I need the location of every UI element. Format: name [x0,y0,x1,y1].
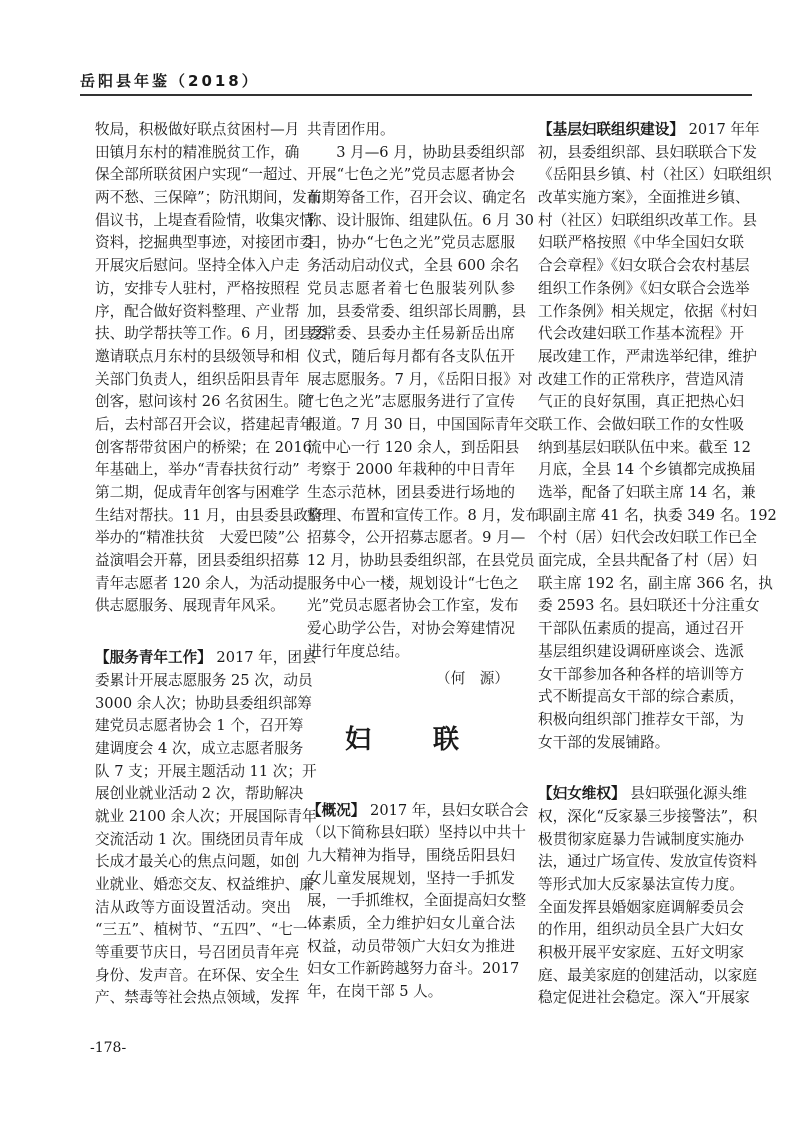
line-text: 扶、助学帮扶等工作。6 月，团县委 [95,325,328,343]
text-line [538,527,757,550]
text-line [95,482,300,505]
line-text: 组织工作条例》《妇女联合会选举 [538,279,750,297]
text-line [307,595,519,618]
line-text: 极贯彻家庭暴力告诫制度实施办 [538,830,744,848]
line-text: 开展“七色之光”党员志愿者协会 [307,166,515,184]
line-text: 青年志愿者 120 余人，为活动提 [95,574,308,592]
line-text: 初，县委组织部、县妇联联合下发 [538,143,757,161]
text-line [538,641,744,664]
text-line [95,715,304,738]
text-line [307,301,526,324]
text-line [538,942,744,965]
line-text: 女儿童发展规划，坚持一手抓发 [307,869,515,887]
line-text: 权益，动员带领广大妇女为推进 [307,937,515,955]
text-line [307,550,535,573]
text-line [538,210,757,233]
line-text: 改建工作的正常秩序，营造风清 [538,370,744,388]
line-text: 法，通过广场宣传、发放宣传资料 [538,853,757,871]
paragraph-women-rights [538,783,758,1010]
line-text: 年基础上，举办“青春扶贫行动” [95,461,300,479]
line-text: 展创业就业活动 2 次，帮助解决 [95,785,304,803]
running-header: 岳阳县年鉴（2018） [80,72,260,90]
line-text: 建调度会 4 次，成立志愿者服务 [95,739,304,757]
text-line [95,232,314,255]
text-line [538,142,757,165]
text-line [307,800,529,823]
text-line [538,505,777,528]
line-text: 3 月—6 月，协助县委组织部 [307,143,525,161]
text-line [538,919,744,942]
line-text: 产、禁毒等社会热点领域，发挥 [95,989,300,1007]
text-line [95,738,304,761]
line-text: 党员志愿者着七色服装列队参 [307,279,515,297]
text-line [95,919,315,942]
text-line [538,482,756,505]
text-line [95,301,300,324]
text-line [307,641,515,664]
line-text: （以下简称县妇联）坚持以中共十 [307,824,526,842]
line-text: 开展灾后慰问。坚持全体入户走 [95,257,300,275]
paragraph-heading: 【基层妇联组织建设】 [538,121,684,138]
text-line [307,142,525,165]
text-line [95,142,300,165]
text-line [307,890,526,913]
line-text: 委 2593 名。县妇联还十分注重女 [538,597,760,615]
column-1 [95,119,328,1010]
line-text: “七色之光”志愿服务进行了宣传 [307,393,515,411]
paragraph-service-youth [95,647,317,1010]
text-line [307,573,519,596]
text-line [307,868,515,891]
line-text: 序，配合做好资料整理、产业帮 [95,302,300,320]
text-line [538,686,744,709]
line-text: 加，县委常委、组织部长周鹏，县 [307,302,526,320]
line-text: 气正的良好氛围，真正把热心妇 [538,393,744,411]
text-line [307,346,515,369]
line-text: 2017 年，县妇女联合会 [365,801,529,819]
line-text: 业就业、婚恋交友、权益维护、廉 [95,876,314,893]
text-line [307,527,526,550]
text-line [95,897,291,920]
line-text: 第二期，促成青年创客与困难学 [95,484,300,501]
text-line [307,119,515,142]
line-text: 面完成，全县共配备了村（居）妇 [538,552,757,570]
text-line [538,987,750,1010]
line-text: 年，在岗干部 5 人。 [307,983,443,1000]
text-line [538,783,747,806]
text-line [307,323,515,346]
line-text: 报道。7 月 30 日，中国国际青年交 [307,415,539,433]
line-text: 展，一手抓维权，全面提高妇女整 [307,892,526,910]
text-line [307,936,515,959]
text-line [538,346,757,369]
line-text: 创客，慰问该村 26 名贫困生。随 [95,393,313,411]
text-line [538,732,744,755]
text-line [538,119,760,142]
line-text: 积极开展平安家庭、五好文明家 [538,944,744,962]
line-text: 招募令，公开招募志愿者。9 月— [307,529,526,547]
text-line [95,851,300,874]
text-line [307,187,526,210]
text-line [95,647,317,670]
text-line [307,164,515,187]
line-text: 联主席 192 名，副主席 366 名，执 [538,574,773,592]
paragraph-heading: 【概况】 [307,801,366,819]
line-text: 个村（居）妇代会改妇联工作已全 [538,529,757,547]
line-text: 的作用，组织动员全县广大妇女 [538,921,744,939]
text-line [538,232,744,255]
text-line [95,987,300,1010]
line-text: 生态示范林，团县委进行场地的 [307,484,515,501]
line-text: 12 月，协助县委组织部，在县党员 [307,552,535,570]
line-text: 九大精神为指导，围绕岳阳县妇 [307,846,515,864]
text-line [538,459,756,482]
text-line [538,369,744,392]
text-line [95,255,300,278]
text-line [95,119,300,142]
line-text: 妇女工作新跨越努力奋斗。2017 [307,960,520,978]
text-line [95,505,323,528]
line-text: 仪式，随后每月都有各支队伍开 [307,347,515,365]
text-line [538,829,744,852]
text-line [307,255,520,278]
text-line [538,414,744,437]
text-line [307,437,520,460]
line-text: 展志愿服务。7 月，《岳阳日报》对 [307,370,533,388]
text-line [538,187,750,210]
text-line [95,874,314,897]
text-line [307,482,515,505]
line-text: 两不愁、三保障”；防汛期间，发布 [95,189,322,207]
text-line [95,187,322,210]
text-line [538,255,750,278]
line-text: 举办的“精准扶贫 大爱巴陵”公 [95,529,300,547]
text-line [307,391,515,414]
line-text: 共青团作用。 [307,121,395,138]
line-text: 3000 余人次；协助县委组织部筹 [95,694,312,712]
line-text: 牧局，积极做好联点贫困村—月 [95,121,300,138]
column-2 [307,119,540,1004]
text-line [95,437,312,460]
line-text: 村（社区）妇联组织改革工作。县 [538,211,757,229]
line-text: 身份、发声音。在环保、安全生 [95,966,300,984]
line-text: 邀请联点月东村的县级领导和相 [95,347,300,365]
line-text: 整理、布置和宣传工作。8 月，发布 [307,506,540,524]
line-text: 县妇联强化源头维 [625,785,747,803]
text-line [95,550,300,573]
text-line [307,845,515,868]
author-credit: （何 源） [436,669,509,687]
text-line [307,210,534,233]
line-text: 进行年度总结。 [307,642,410,660]
paragraph [307,142,540,664]
line-text: 纳到基层妇联队伍中来。截至 12 [538,438,751,456]
line-text: 庭、最美家庭的创建活动，以家庭 [538,966,757,984]
text-line [538,618,744,641]
text-line [538,437,751,460]
line-text: 式不断提高女干部的综合素质， [538,688,744,706]
line-text: 交流活动 1 次。围绕团员青年成 [95,830,304,848]
line-text: 工作条例》相关规定，依据《村妇 [538,302,757,320]
line-text: 2017 年，团县 [211,649,317,667]
text-line [538,595,760,618]
paragraph [307,119,515,142]
line-text: 女干部参加各种各样的培训等方 [538,665,744,683]
text-line [95,829,304,852]
line-text: 2017 年年 [683,121,760,138]
line-text: 等形式加大反家暴法宣传力度。 [538,876,744,893]
text-line [95,369,300,392]
text-line [307,958,520,981]
line-text: 关部门负责人，组织岳阳县青年 [95,370,300,388]
line-text: 流中心一行 120 余人，到岳阳县 [307,438,520,456]
line-text: 干部队伍素质的提高，通过召开 [538,620,744,638]
line-text: 委常委、县委办主任易新岳出席 [307,325,515,343]
line-text: 建党员志愿者协会 1 个，召开筹 [95,717,304,735]
section-title: 妇 联 [344,724,477,755]
line-text: 联工作、会做妇联工作的女性吸 [538,415,744,433]
line-text: 妇联严格按照《中华全国妇女联 [538,234,744,252]
text-line [307,618,515,641]
line-text: 爱心助学公告，对协会筹建情况 [307,620,515,638]
column-3 [538,119,777,1010]
line-text: 《岳阳县乡镇、村（社区）妇联组织 [538,166,772,184]
line-text: 前期筹备工作，召开会议、确定名 [307,189,526,207]
header-rule [80,94,752,96]
text-line [95,278,300,301]
line-text: 创客帮带贫困户的桥梁；在 2016 [95,438,312,456]
text-line [95,414,314,437]
line-text: 选举，配备了妇联主席 14 名，兼 [538,484,756,501]
text-line [307,459,515,482]
text-line [538,550,757,573]
line-text: 生结对帮扶。11 月，由县委县政府 [95,506,323,524]
text-line [307,232,515,255]
line-text: 展改建工作，严肃选举纪律，维护 [538,347,757,365]
text-line [307,822,526,845]
paragraph [95,119,328,618]
line-text: 全面发挥县婚姻家庭调解委员会 [538,898,744,916]
line-text: 日，协办“七色之光”党员志愿服 [307,234,515,252]
text-line [95,210,314,233]
line-text: 委累计开展志愿服务 25 次，动员 [95,671,313,689]
text-line [95,573,308,596]
text-line [538,965,757,988]
line-text: “三五”、植树节、“五四”、“七一” [95,921,315,939]
paragraph-heading: 【服务青年工作】 [95,649,212,667]
line-text: 务活动启动仪式，全县 600 余名 [307,257,520,275]
text-line [95,391,313,414]
line-text: 资料，挖掘典型事迹，对接团市委 [95,234,314,252]
line-text: 益演唱会开幕，团县委组织招募 [95,552,300,570]
line-text: 倡议书，上堤查看险情，收集灾情 [95,211,314,229]
text-line [95,670,313,693]
text-line [95,783,304,806]
text-line [95,965,300,988]
text-line [538,301,757,324]
text-line [538,278,750,301]
text-line [538,391,744,414]
text-line [95,761,317,784]
line-text: 供志愿服务、展现青年风采。 [95,597,285,615]
line-text: 长成才最关心的焦点问题，如创 [95,853,300,871]
text-line [538,897,744,920]
line-text: 职副主席 41 名，执委 349 名。192 [538,506,777,524]
line-text: 合会章程》《妇女联合会农村基层 [538,257,750,275]
text-line [95,527,300,550]
line-text: 田镇月东村的精准脱贫工作，确 [95,143,300,161]
line-text: 就业 2100 余人次；开展国际青年 [95,807,317,825]
line-text: 服务中心一楼，规划设计“七色之 [307,574,519,592]
line-text: 权，深化“反家暴三步接警法”，积 [538,807,758,825]
text-line [538,164,772,187]
line-text: 积极向组织部门推荐女干部，为 [538,710,744,728]
text-line [538,573,773,596]
line-text: 月底，全县 14 个乡镇都完成换届 [538,461,756,479]
text-line [95,346,300,369]
line-text: 光”党员志愿者协会工作室，发布 [307,597,519,615]
line-text: 洁从政等方面设置活动。突出 [95,898,291,916]
text-line [538,709,744,732]
text-line [95,164,307,187]
text-line [307,913,515,936]
line-text: 称、设计服饰、组建队伍。6 月 30 [307,211,534,229]
paragraph-overview [307,800,529,1004]
text-line [95,323,328,346]
line-text: 基层组织建设调研座谈会、选派 [538,642,744,660]
text-line [538,664,744,687]
line-text: 保全部所联贫困户实现“一超过、 [95,166,307,184]
text-line [95,942,300,965]
text-line [538,874,744,897]
paragraph-grassroots [538,119,777,754]
line-text: 后，去村部召开会议，搭建起青年 [95,415,314,433]
text-line [307,981,515,1004]
line-text: 体素质，全力维护妇女儿童合法 [307,914,515,932]
line-text: 代会改建妇联工作基本流程》开 [538,325,744,343]
line-text: 考察于 2000 年栽种的中日青年 [307,461,515,479]
text-line [95,693,312,716]
text-line [538,851,757,874]
text-line [95,595,291,618]
text-line [95,806,317,829]
page-number: -178- [90,1040,127,1056]
text-line [538,806,758,829]
line-text: 女干部的发展铺路。 [538,733,670,751]
text-line [307,505,540,528]
paragraph-heading: 【妇女维权】 [538,785,626,803]
line-text: 稳定促进社会稳定。深入“开展家 [538,989,750,1007]
line-text: 等重要节庆日，号召团员青年亮 [95,944,300,962]
text-line [307,369,533,392]
line-text: 访，安排专人驻村，严格按照程 [95,279,300,297]
text-line [538,323,744,346]
text-line [95,459,300,482]
line-text: 队 7 支；开展主题活动 11 次；开 [95,762,317,780]
line-text: 改革实施方案》，全面推进乡镇、 [538,189,750,207]
text-line [307,414,539,437]
text-line [307,278,515,301]
